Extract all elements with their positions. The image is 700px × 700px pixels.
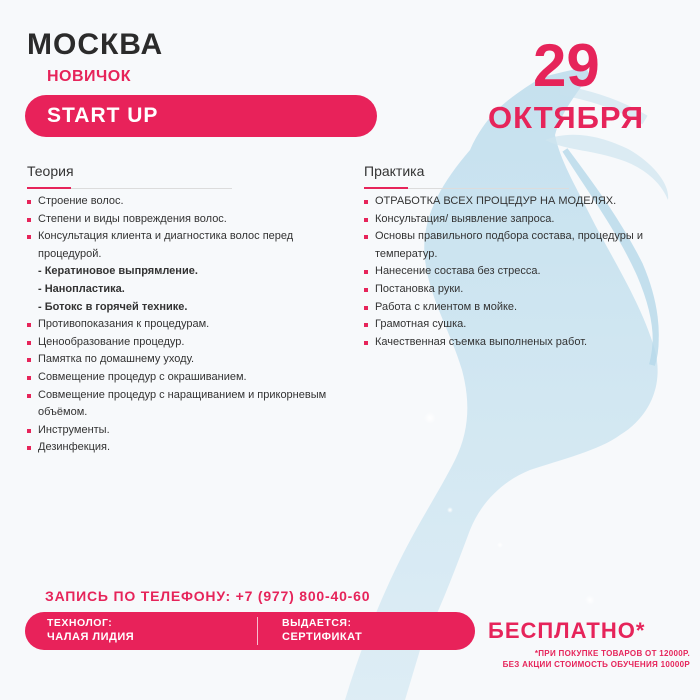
theory-item: Строение волос. bbox=[27, 193, 337, 211]
practice-item: Работа с клиентом в мойке. bbox=[364, 299, 674, 317]
city-title: МОСКВА bbox=[27, 28, 164, 61]
theory-item: Консультация клиента и диагностика волос перед процедурой. bbox=[27, 228, 337, 263]
theory-item: Противопоказания к процедурам. bbox=[27, 316, 337, 334]
practice-list bbox=[364, 193, 674, 351]
theory-underline bbox=[27, 187, 232, 189]
phone-booking-line[interactable]: ЗАПИСЬ ПО ТЕЛЕФОНУ: +7 (977) 800-40-60 bbox=[45, 588, 371, 604]
theory-item: - Нанопластика. bbox=[38, 282, 125, 295]
offer-footnote bbox=[470, 648, 690, 670]
date-day: 29 bbox=[533, 32, 600, 99]
practice-item: Основы правильного подбора состава, процедуры и температур. bbox=[364, 228, 674, 263]
practice-item: Нанесение состава без стресса. bbox=[364, 263, 674, 281]
practice-item: Грамотная сушка. bbox=[364, 316, 674, 334]
issued-value: СЕРТИФИКАТ bbox=[282, 631, 363, 643]
theory-item: Ценообразование процедур. bbox=[27, 334, 337, 352]
free-offer: БЕСПЛАТНО* bbox=[488, 618, 646, 643]
theory-title: Теория bbox=[27, 163, 74, 179]
practice-title: Практика bbox=[364, 163, 425, 179]
theory-item: - Ботокс в горячей технике. bbox=[38, 300, 188, 313]
footnote-line-2: БЕЗ АКЦИИ СТОИМОСТЬ ОБУЧЕНИЯ 10000Р bbox=[502, 660, 690, 669]
technologist-block bbox=[25, 612, 257, 650]
theory-item: - Кератиновое выпрямление. bbox=[38, 265, 198, 278]
date-month: ОКТЯБРЯ bbox=[488, 100, 645, 135]
practice-item: ОТРАБОТКА ВСЕХ ПРОЦЕДУР НА МОДЕЛЯХ. bbox=[364, 193, 674, 211]
theory-item: Инструменты. bbox=[27, 422, 337, 440]
technologist-label: ТЕХНОЛОГ: bbox=[47, 617, 113, 629]
certificate-block bbox=[258, 612, 475, 650]
practice-item: Качественная съемка выполненых работ. bbox=[364, 334, 674, 352]
theory-item: Совмещение процедур с наращиванием и прикорневым объёмом. bbox=[27, 387, 337, 422]
level-label: НОВИЧОК bbox=[47, 68, 132, 85]
technologist-name: ЧАЛАЯ ЛИДИЯ bbox=[47, 631, 135, 643]
practice-underline bbox=[364, 187, 569, 189]
theory-item: Памятка по домашнему уходу. bbox=[27, 351, 337, 369]
theory-item: Степени и виды повреждения волос. bbox=[27, 211, 337, 229]
practice-header bbox=[364, 163, 569, 189]
course-name: START UP bbox=[47, 104, 159, 127]
info-banner bbox=[25, 612, 475, 650]
theory-header bbox=[27, 163, 232, 189]
issued-label: ВЫДАЕТСЯ: bbox=[282, 617, 352, 629]
theory-item: Дезинфекция. bbox=[27, 439, 337, 457]
footnote-line-1: *ПРИ ПОКУПКЕ ТОВАРОВ ОТ 12000Р. bbox=[534, 649, 690, 658]
course-banner bbox=[25, 95, 377, 137]
practice-item: Консультация/ выявление запроса. bbox=[364, 211, 674, 229]
theory-list bbox=[27, 193, 337, 457]
practice-item: Постановка руки. bbox=[364, 281, 674, 299]
theory-item: Совмещение процедур с окрашиванием. bbox=[27, 369, 337, 387]
